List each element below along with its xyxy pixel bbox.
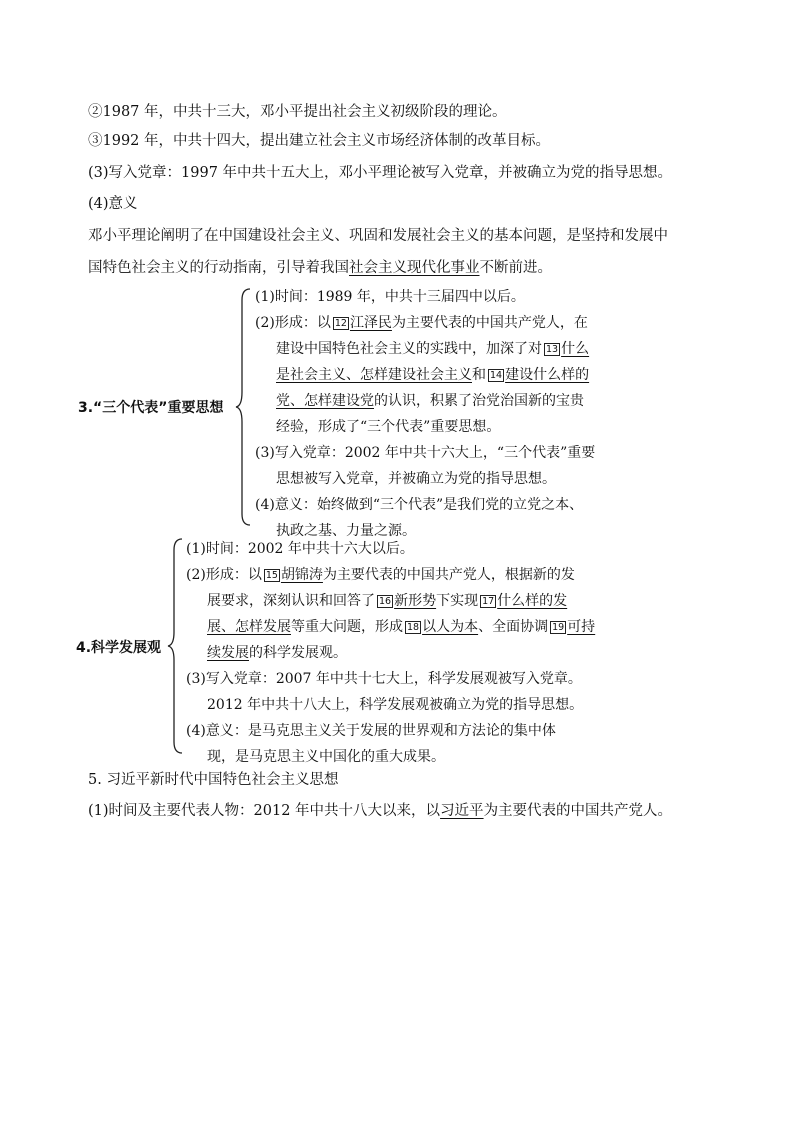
number-box: 12 [334,318,347,329]
content-line: (4)意义：是马克思主义关于发展的世界观和方法论的集中体 [186,723,556,739]
content-line: (3)写入党章：2002 年中共十六大上，“三个代表”重要 [255,445,596,461]
underlined-term: 江泽民 [349,315,392,331]
curly-brace [166,536,186,756]
number-box: 14 [490,370,503,381]
text-segment: 不断前进。 [479,260,552,276]
text-segment: 为主要代表的中国共产党人。 [483,803,673,819]
underlined-term: 展、怎样发展 [207,619,291,635]
content-line: 展、怎样发展等重大问题，形成 18 以人为本、全面协调 19 可持 [207,619,596,635]
text-line: ③1992 年，中共十四大，提出建立社会主义市场经济体制的改革目标。 [88,133,551,149]
underlined-term: 建设什么样的 [505,367,590,383]
section-label-scientific-outlook: 4.科学发展观 [76,640,162,656]
content-line: 建设中国特色社会主义的实践中，加深了对 13 什么 [276,341,590,357]
number-box: 18 [407,622,420,633]
text-segment: (1)时间及主要代表人物：2012 年中共十八大以来，以 [88,803,441,819]
section-three-content [255,284,595,544]
text-line: (4)意义 [88,196,138,212]
content-line: 展要求，深刻认识和回答了 16 新形势下实现 17 什么样的发 [207,593,568,609]
content-line: (2)形成：以 15 胡锦涛为主要代表的中国共产党人，根据新的发 [186,567,575,583]
text-line [88,801,672,821]
underlined-term: 可持 [567,619,596,635]
content-line: (4)意义：始终做到“三个代表”是我们党的立党之本、 [255,497,584,513]
content-line: (3)写入党章：2007 年中共十七大上，科学发展观被写入党章。 [186,671,582,687]
curly-brace [234,286,254,528]
underlined-term: 习近平 [440,803,484,819]
section-label-three-represents: 3.“三个代表”重要思想 [78,400,224,416]
number-box: 19 [552,622,565,633]
underlined-term: 党、怎样建设党 [276,393,374,409]
content-line: 执政之基、力量之源。 [276,523,416,539]
number-box: 15 [265,570,278,581]
text-line: (3)写入党章：1997 年中共十五大上，邓小平理论被写入党章，并被确立为党的指导思想。 [88,165,673,181]
underlined-term: 续发展 [207,645,249,661]
number-box: 13 [546,344,559,355]
underlined-term: 以人为本 [422,619,479,635]
content-line: (2)形成：以 12 江泽民为主要代表的中国共产党人，在 [255,315,588,331]
content-line: 党、怎样建设党的认识，积累了治党治国新的宝贵 [276,393,584,409]
content-line: (1)时间：2002 年中共十六大以后。 [186,541,414,557]
text-line: 5. 习近平新时代中国特色社会主义思想 [88,772,339,788]
content-line: 是社会主义、怎样建设社会主义和 14 建设什么样的 [276,367,590,383]
number-box: 17 [482,596,495,607]
underlined-term: 社会主义现代化事业 [349,260,480,276]
section-four-content [186,536,595,770]
text-segment: 国特色社会主义的行动指南，引导着我国 [88,260,349,276]
underlined-term: 什么样的发 [497,593,568,609]
underlined-term: 胡锦涛 [280,567,323,583]
underlined-term: 什么 [561,341,590,357]
text-line [88,258,552,278]
text-line: ②1987 年，中共十三大，邓小平提出社会主义初级阶段的理论。 [88,104,507,120]
number-box: 16 [379,596,392,607]
content-line: (1)时间：1989 年，中共十三届四中以后。 [255,289,525,305]
underlined-term: 新形势 [394,593,437,609]
content-line: 现，是马克思主义中国化的重大成果。 [207,749,445,765]
content-line: 经验，形成了“三个代表”重要思想。 [276,419,501,435]
content-line: 思想被写入党章，并被确立为党的指导思想。 [276,471,556,487]
underlined-term: 是社会主义、怎样建设社会主义 [276,367,472,383]
text-line: 邓小平理论阐明了在中国建设社会主义、巩固和发展社会主义的基本问题，是坚持和发展中 [88,228,668,244]
content-line: 续发展的科学发展观。 [207,645,347,661]
content-line: 2012 年中共十八大上，科学发展观被确立为党的指导思想。 [207,697,584,713]
